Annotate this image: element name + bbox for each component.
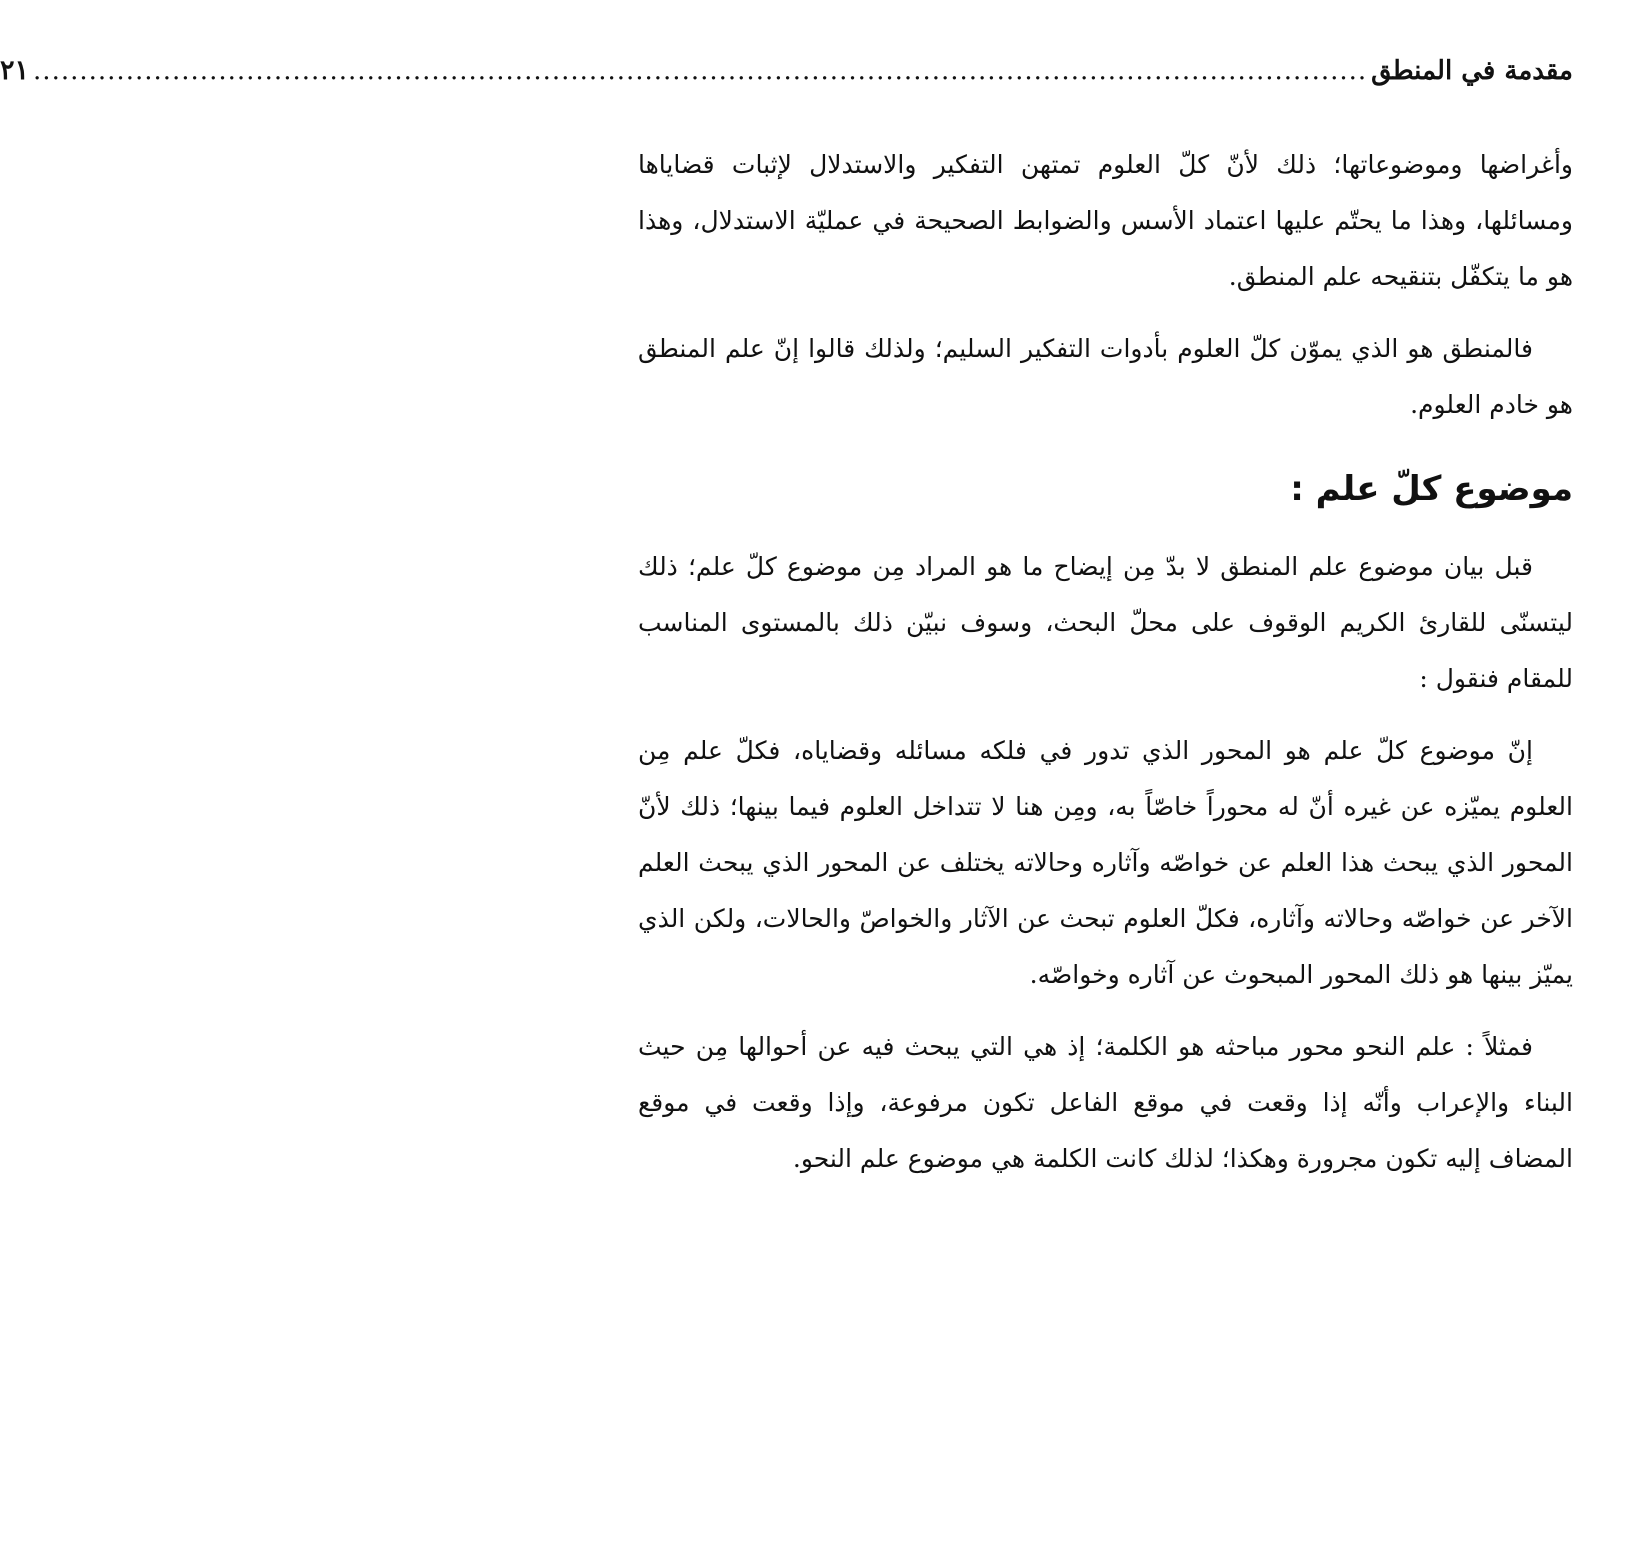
book-title: مقدمة في المنطق <box>1371 56 1573 86</box>
paragraph-intro-2: فالمنطق هو الذي يموّن كلّ العلوم بأدوات التفكير السليم؛ ولذلك قالوا إنّ علم المنطق هو خادم العلوم. <box>638 334 1573 419</box>
running-header <box>0 55 1573 105</box>
paragraph-section-2: إنّ موضوع كلّ علم هو المحور الذي تدور في فلكه مسائله وقضاياه، فكلّ علم مِن العلوم يميّزه عن غيره أنّ له محوراً خاصّاً به، ومِن هنا لا تتداخل العلوم فيما بينها؛ ذلك لأنّ المحور الذي يبحث هذا العلم عن خواصّه وآثاره وحالاته يختلف عن المحور الذي يبحث العلم الآخر عن خواصّه وحالاته وآثاره، فكلّ العلوم تبحث عن الآثار والخواصّ والحالات، ولكن الذي يميّز بينها هو ذلك المحور المبحوث عن آثاره وخواصّه. <box>638 736 1573 989</box>
book-page <box>0 55 1573 1495</box>
section-heading: موضوع كلّ علم : <box>1290 469 1573 509</box>
paragraph-section-1: قبل بيان موضوع علم المنطق لا بدّ مِن إيضاح ما هو المراد مِن موضوع كلّ علم؛ ذلك ليتسنّى للقارئ الكريم الوقوف على محلّ البحث، وسوف نبيّن ذلك بالمستوى المناسب للمقام فنقول : <box>638 552 1573 693</box>
page-number: ٢١ <box>0 55 30 86</box>
leader-dots: ................................................................................................................................................ <box>33 56 1368 86</box>
paragraph-section-3: فمثلاً : علم النحو محور مباحثه هو الكلمة؛ إذ هي التي يبحث فيه عن أحوالها مِن حيث البناء والإعراب وأنّه إذا وقعت في موقع الفاعل تكون مرفوعة، وإذا وقعت في موقع المضاف إليه تكون مجرورة وهكذا؛ لذلك كانت الكلمة هي موضوع علم النحو. <box>638 1032 1573 1173</box>
paragraph-intro-1: وأغراضها وموضوعاتها؛ ذلك لأنّ كلّ العلوم تمتهن التفكير والاستدلال لإثبات قضاياها ومسائلها، وهذا ما يحتّم عليها اعتماد الأسس والضوابط الصحيحة في عمليّة الاستدلال، وهذا هو ما يتكفّل بتنقيحه علم المنطق. <box>638 150 1573 291</box>
